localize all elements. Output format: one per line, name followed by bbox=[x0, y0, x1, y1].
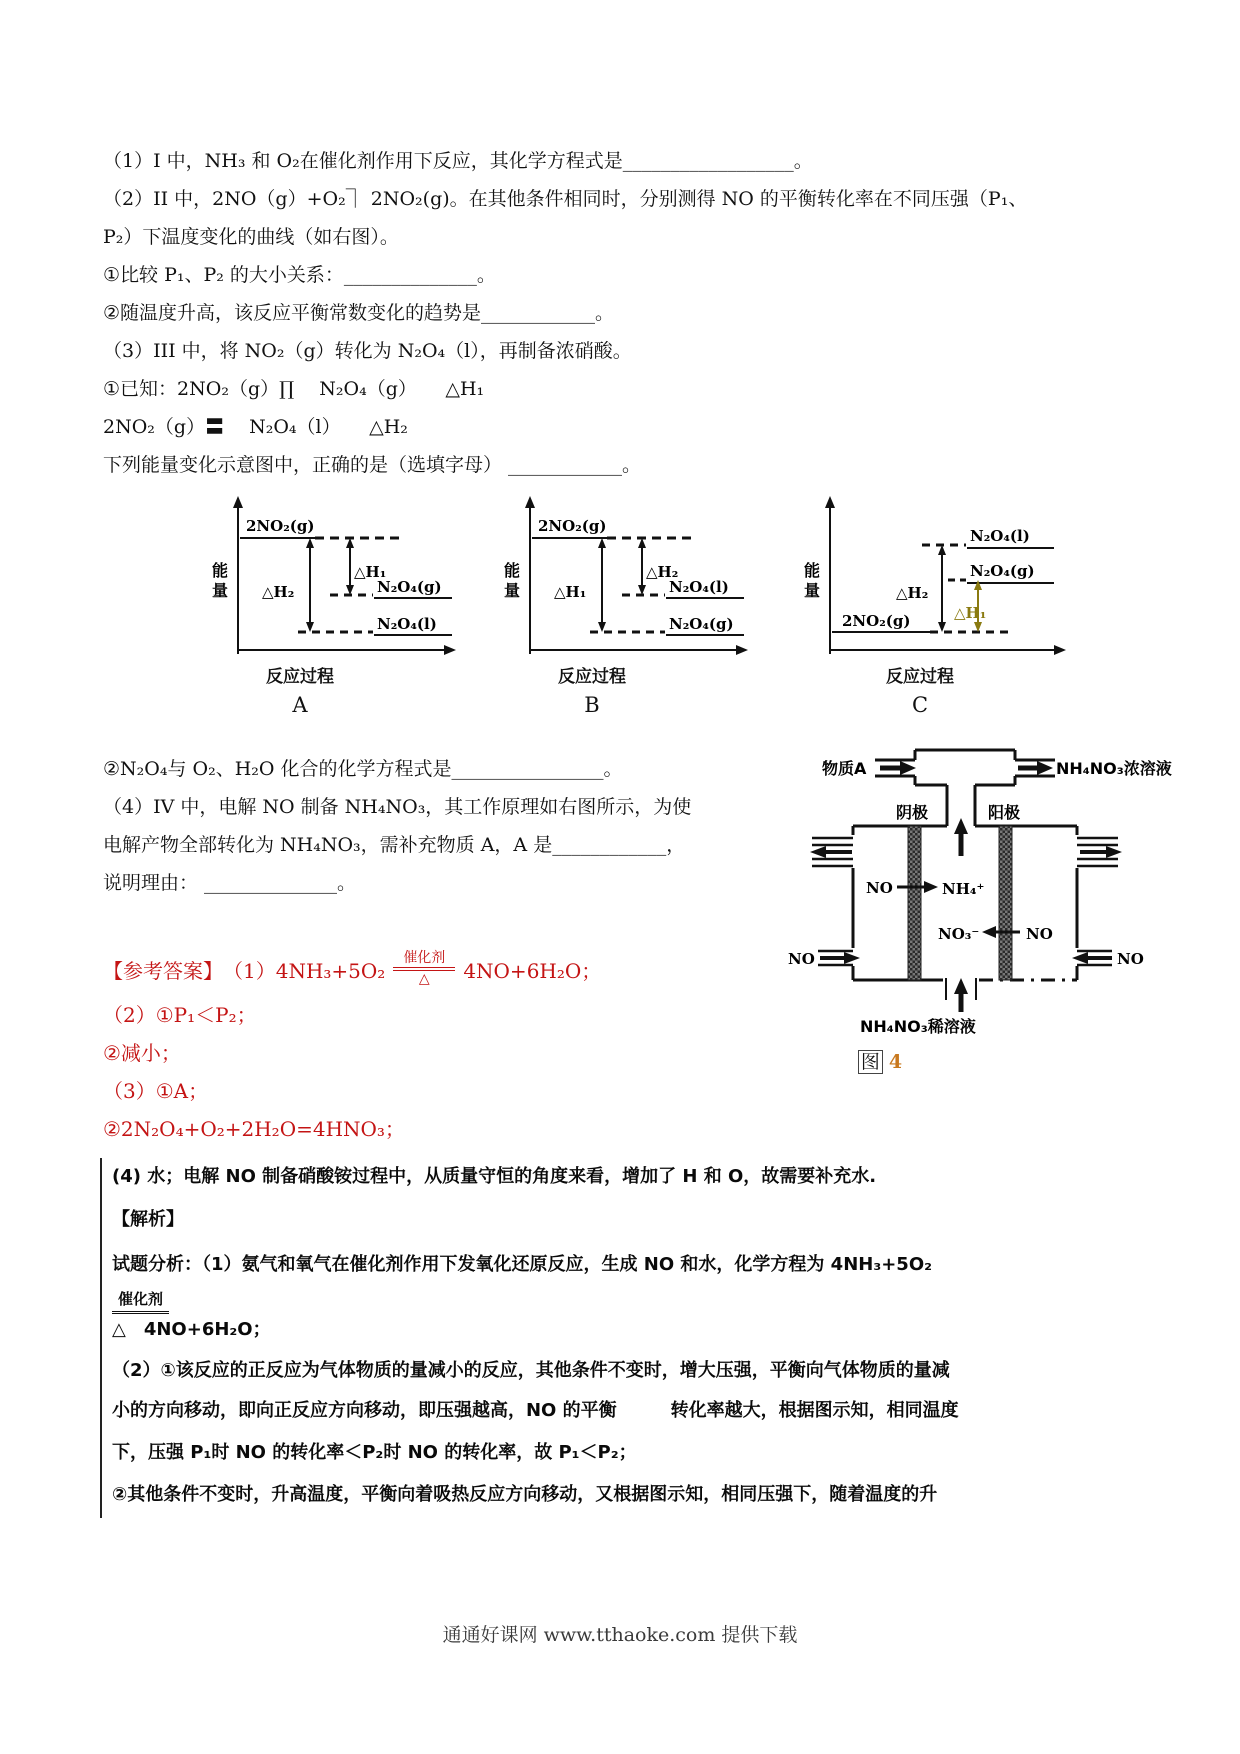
x-axis-label: 反应过程 bbox=[558, 667, 626, 687]
diagram-letter-a: A bbox=[292, 693, 308, 717]
figure-caption-number: 4 bbox=[888, 1051, 903, 1073]
energy-diagram-c-plot bbox=[770, 492, 1070, 660]
top-level-label: 2NO₂(g) bbox=[538, 517, 607, 535]
electrolysis-cell-figure bbox=[700, 668, 1240, 1052]
no-right-label: NO bbox=[1026, 925, 1053, 943]
energy-diagram-a bbox=[190, 492, 460, 717]
followup-text-block bbox=[103, 750, 723, 902]
top-level-label: 2NO₂(g) bbox=[246, 517, 315, 535]
question-line: 2NO₂（g）〓 N₂O₄（l） △H₂ bbox=[103, 416, 408, 438]
no-bottom-right-label: NO bbox=[1117, 950, 1144, 968]
answer-line-5: ②2N₂O₄+O₂+2H₂O=4HNO₃； bbox=[103, 1117, 405, 1141]
figure-caption-char: 图 bbox=[858, 1050, 883, 1074]
answer-line-1 bbox=[103, 942, 601, 996]
bottom-level-label: N₂O₄(g) bbox=[669, 615, 734, 633]
question-line: 下列能量变化示意图中，正确的是（选填字母） ____________。 bbox=[103, 454, 642, 476]
analysis-line: ②其他条件不变时，升高温度，平衡向着吸热反应方向移动，又根据图示知，相同压强下，随着温度的升 bbox=[112, 1484, 938, 1505]
question-line: P₂）下温度变化的曲线（如右图）。 bbox=[103, 226, 399, 248]
energy-diagram-b-plot bbox=[482, 492, 752, 660]
x-axis-label: 反应过程 bbox=[266, 667, 334, 687]
no-bottom-left-label: NO bbox=[788, 950, 815, 968]
left-outlet-pipes bbox=[810, 838, 853, 866]
long-arrow-label: △H₁ bbox=[554, 583, 587, 601]
followup-line: （4）IV 中，电解 NO 制备 NH₄NO₃，其工作原理如右图所示，为使 bbox=[103, 796, 692, 818]
followup-line: ②N₂O₄与 O₂、H₂O 化合的化学方程式是________________。 bbox=[103, 758, 623, 780]
delta-h-arrows bbox=[306, 538, 354, 632]
cathode-electrode-bar bbox=[908, 826, 921, 980]
y-axis-label: 能 bbox=[212, 561, 229, 580]
question-line: ②随温度升高，该反应平衡常数变化的趋势是____________。 bbox=[103, 302, 615, 324]
question-line: ①已知：2NO₂（g）∏ N₂O₄（g） △H₁ bbox=[103, 378, 485, 400]
long-arrow-label: △H₂ bbox=[896, 584, 929, 602]
no-left-label: NO bbox=[866, 879, 893, 897]
y-axis-label: 能 bbox=[804, 561, 821, 580]
catalyst-condition-delta: △ bbox=[418, 971, 430, 987]
mid-level-label: N₂O₄(l) bbox=[669, 578, 729, 596]
short-arrow-label: △H₂ bbox=[646, 563, 679, 581]
answer-line-4: （3）①A； bbox=[103, 1079, 209, 1103]
question-text-block bbox=[103, 142, 1083, 484]
figure-caption bbox=[790, 1050, 970, 1074]
answer-line-3: ②减小； bbox=[103, 1041, 181, 1065]
analysis-label: 【解析】 bbox=[112, 1209, 184, 1230]
answer-equation-right: 4NO+6H₂O； bbox=[463, 958, 602, 983]
cathode-label: 阴极 bbox=[896, 803, 929, 822]
question-line: （3）III 中，将 NO₂（g）转化为 N₂O₄（l），再制备浓硝酸。 bbox=[103, 340, 632, 362]
anode-electrode-bar bbox=[999, 826, 1012, 980]
electrolysis-cell-diagram bbox=[700, 668, 1240, 1048]
y-axis-label: 量 bbox=[212, 581, 229, 600]
analysis-line: （2）①该反应的正反应为气体物质的量减小的反应，其他条件不变时，增大压强，平衡向气体物质的量减 bbox=[112, 1360, 950, 1381]
analysis-answer-4: (4) 水；电解 NO 制备硝酸铵过程中，从质量守恒的角度来看，增加了 H 和 O，故需要补充水. bbox=[112, 1166, 877, 1187]
anode-label: 阳极 bbox=[988, 803, 1021, 822]
followup-line: 电解产物全部转化为 NH₄NO₃，需补充物质 A，A 是____________， bbox=[103, 834, 686, 856]
y-axis-label: 量 bbox=[804, 581, 821, 600]
analysis-line: △ 4NO+6H₂O； bbox=[112, 1319, 271, 1340]
right-outlet-pipes bbox=[1077, 838, 1122, 866]
analysis-line: 试题分析：（1）氨气和氧气在催化剂作用下发氧化还原反应，生成 NO 和水，化学方程为 4NH₃+5O₂ bbox=[112, 1254, 933, 1275]
substance-a-label: 物质A bbox=[822, 759, 867, 778]
y-axis-label: 能 bbox=[504, 561, 521, 580]
reference-answers-block bbox=[103, 942, 601, 1148]
diagram-letter-c: C bbox=[911, 693, 929, 717]
top-level-label: N₂O₄(l) bbox=[970, 527, 1030, 545]
followup-line: 说明理由： ______________。 bbox=[103, 872, 357, 894]
analysis-line: 下，压强 P₁时 NO 的转化率＜P₂时 NO 的转化率，故 P₁＜P₂； bbox=[112, 1442, 637, 1463]
analysis-catalyst-condition: 催化剂 bbox=[112, 1288, 169, 1314]
short-arrow-label: △H₁ bbox=[954, 604, 987, 622]
no3-label: NO₃⁻ bbox=[938, 925, 980, 943]
y-axis-label: 量 bbox=[504, 581, 521, 600]
answer-equation-left: （1）4NH₃+5O₂ bbox=[223, 958, 386, 983]
bottom-level-label: N₂O₄(l) bbox=[377, 615, 437, 633]
answer-label: 【参考答案】 bbox=[103, 958, 223, 983]
mid-level-label: N₂O₄(g) bbox=[970, 562, 1035, 580]
cell-walls bbox=[853, 826, 1077, 1000]
short-arrow-label: △H₁ bbox=[354, 563, 387, 581]
dilute-solution-label: NH₄NO₃稀溶液 bbox=[860, 1017, 976, 1036]
concentrated-solution-label: NH₄NO₃浓溶液 bbox=[1056, 759, 1172, 778]
nh4-label: NH₄⁺ bbox=[942, 880, 985, 898]
question-line: ①比较 P₁、P₂ 的大小关系：______________。 bbox=[103, 264, 496, 286]
question-line: （2）II 中，2NO（g）+O₂⏋ 2NO₂(g)。在其他条件相同时，分别测得 NO 的平衡转化率在不同压强（P₁、 bbox=[103, 188, 1028, 210]
energy-diagram-a-plot bbox=[190, 492, 460, 660]
mid-level-label: N₂O₄(g) bbox=[377, 578, 442, 596]
concentrated-out-arrow bbox=[1018, 761, 1053, 775]
delta-h2-arrow bbox=[938, 545, 946, 632]
neck-up-arrow bbox=[954, 818, 968, 856]
question-line: （1）I 中，NH₃ 和 O₂在催化剂作用下反应，其化学方程式是__________________。 bbox=[103, 150, 813, 172]
left-no-inlet bbox=[818, 951, 860, 965]
page-footer: 通通好课网 www.tthaoke.com 提供下载 bbox=[442, 1624, 798, 1646]
answer-line-2: （2）①P₁＜P₂； bbox=[103, 1003, 257, 1027]
x-axis-label: 反应过程 bbox=[886, 667, 954, 687]
diagram-letter-b: B bbox=[584, 693, 600, 717]
analysis-line: 小的方向移动，即向正反应方向移动，即压强越高，NO 的平衡 转化率越大，根据图示知，相同温度 bbox=[112, 1400, 959, 1421]
bottom-level-label: 2NO₂(g) bbox=[842, 612, 911, 630]
delta-h-arrows bbox=[598, 538, 646, 632]
catalyst-condition bbox=[393, 951, 455, 988]
long-arrow-label: △H₂ bbox=[262, 583, 295, 601]
analysis-block bbox=[100, 1158, 1122, 1518]
substance-a-arrow bbox=[880, 761, 916, 775]
right-no-inlet bbox=[1072, 951, 1112, 965]
catalyst-condition-top: 催化剂 bbox=[393, 951, 455, 971]
bottom-up-arrow bbox=[954, 978, 968, 1012]
